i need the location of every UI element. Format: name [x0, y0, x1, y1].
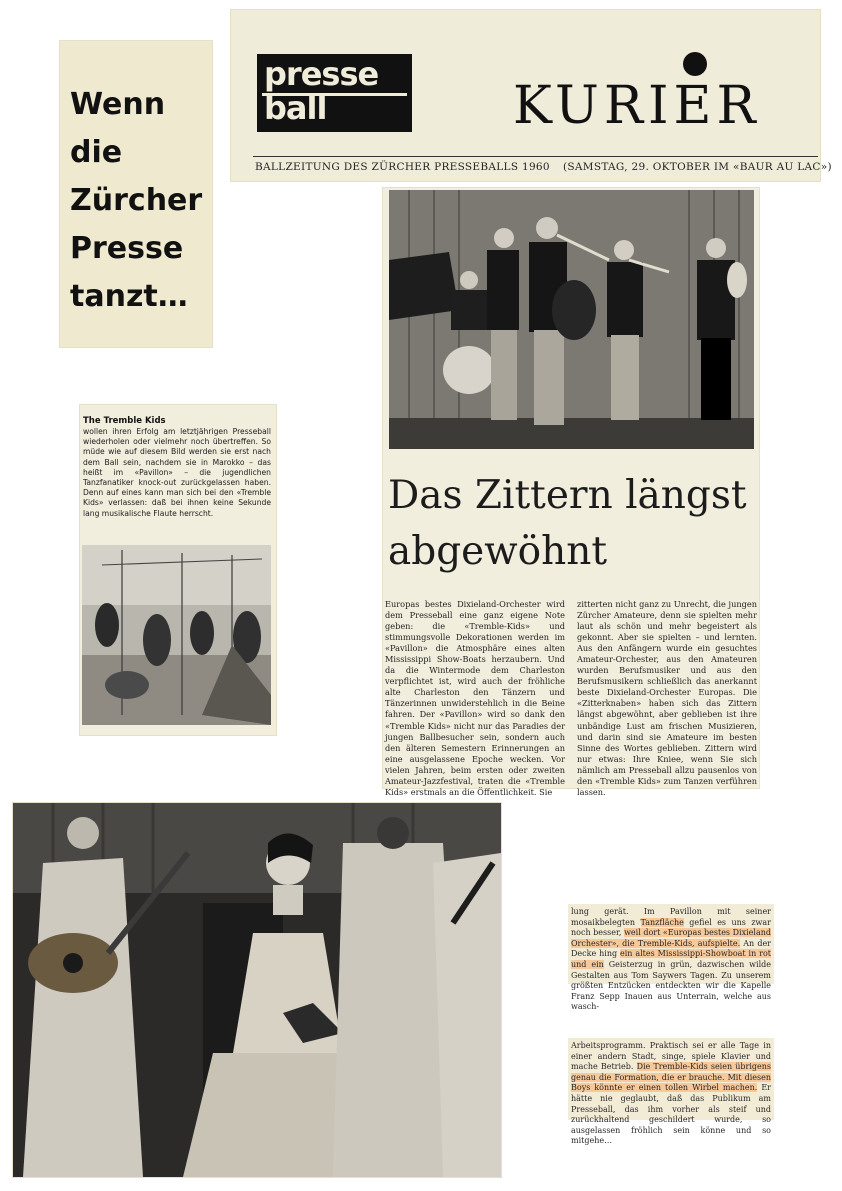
masthead-subtitle-right: (SAMSTAG, 29. OKTOBER IM «BAUR AU LAC»)	[563, 161, 832, 173]
snippet-1-part: lung gerät. Im Pavillon mit seiner mosaikbelegten	[571, 907, 771, 927]
presseball-logo	[257, 54, 412, 132]
article-title-line: Das Zittern längst	[388, 473, 747, 518]
article-body	[385, 599, 757, 798]
logo-line-2: ball	[264, 89, 327, 127]
headline-line: die	[70, 135, 123, 170]
caption-text: wollen ihren Erfolg am letztjährigen Presseball wiederholen oder vielmehr noch übertreffen. So müde wie auf diesem Bild werden sie erst nach dem Ball sein, nachdem sie in Marokko – das heißt im «Pavillon» – die jugendlichen Tanzfanatiker knock-out zurückgelassen haben. Denn auf eines kann man sich bei den «Tremble Kids» verlassen: daß bei ihnen keine Sekunde lang musikalische Flaute herrscht.	[83, 427, 271, 518]
caption-clipping	[80, 405, 276, 735]
headline-line: Zürcher	[70, 183, 203, 218]
snippet-1-part: gefiel es uns zwar noch besser,	[571, 917, 771, 938]
masthead-subtitle-left: BALLZEITUNG DES ZÜRCHER PRESSEBALLS 1960	[255, 161, 550, 173]
article-clipping	[383, 188, 759, 797]
headline-clipping	[60, 41, 212, 347]
article-column-2: zitterten nicht ganz zu Unrecht, die jungen Zürcher Amateure, denn sie spielten mehr laut als schön und mehr begeistert als gekonnt. Aber sie spielten – und lernten. Aus den Anfängern wurde ein gesuchtes Amateur-Orchester, aus den Amateuren wurden Berufsmusiker und aus den Berufsmusikern schließlich das anerkannt beste Dixieland-Orchester Europas. Die «Zitterknaben» haben sich das Zittern längst abgewöhnt, aber geblieben ist ihre unbändige Lust am frischen Musizieren, und darin sind sie Amateure im besten Sinne des Wortes geblieben. Zittern wird nur etwas: Ihre Kniee, wenn Sie sich nämlich am Presseball allzu pausenlos von den «Tremble Kids» zum Tanzen verführen lassen.	[577, 599, 757, 797]
snippet-2-highlight: Die Tremble-Kids seien übrigens genau die Formation, die er brauche. Mit diesen Boys könnte er einen tollen Wirbel machen.	[571, 1062, 772, 1093]
snippet-1-highlight: ein altes Mississippi-Showboat in rot und ein	[571, 949, 772, 969]
article-title	[388, 468, 758, 580]
snippet-1-part: Geisterzug in grün, dazwischen wilde Gestalten aus Tom Saywers Tagen. Zu unserem größten Entzücken entdeckten wir die Kapelle Franz Sepp Inauen aus Unterrain, welche aus wasch-	[571, 959, 771, 1012]
article-title-line: abgewöhnt	[388, 529, 608, 574]
clipping-snippet-1	[568, 904, 774, 1012]
headline-line: Wenn	[70, 87, 166, 122]
headline-line: Presse	[70, 231, 184, 266]
clipping-snippet-2	[568, 1038, 774, 1146]
masthead-rule	[253, 156, 818, 157]
masthead-title: KURIER	[513, 76, 761, 136]
headline-line: tanzt…	[70, 279, 188, 314]
singer-with-band-photo	[13, 803, 501, 1177]
kurier-dot	[683, 52, 707, 76]
article-column-1: Europas bestes Dixieland-Orchester wird dem Presseball eine ganz eigene Note geben: die «Tremble-Kids» und stimmungsvolle Dekorationen werden im «Pavillon» die Atmosphäre eines alten Mississippi Show-Boats herzaubern. Und da die Wintermode dem Charleston verpflichtet ist, wird auch der fröhliche alte Charleston den Tänzern und Tänzerinnen unwiderstehlich in die Beine fahren. Der «Pavillon» wird so dank den «Tremble Kids» nicht nur das Paradies der jungen Ballbesucher sein, sondern auch den älteren Semestern Erinnerungen an eine ausgelassene Epoche wecken. Vor vielen Jahren, beim ersten oder zweiten Amateur-Jazzfestival, traten die «Tremble Kids» erstmals an die Öffentlichkeit. Sie	[385, 599, 565, 797]
snippet-1-part: An der Decke hing	[571, 938, 771, 959]
snippet-1-highlight: weil dort «Europas bestes Dixieland Orchester», die Tremble-Kids, aufspielte.	[571, 928, 771, 948]
snippet-1-highlight: Tanzfläche	[640, 917, 684, 927]
snippet-2-part: Er hätte nie geglaubt, daß das Publikum am Presseball, das ihm vorher als steif und zurückhaltend geschildert wurde, so ausgelassen fröhlich sein könne und so mitgehe…	[571, 1083, 771, 1146]
snippet-2-text	[571, 1041, 771, 1147]
snippet-1-text	[571, 907, 771, 1013]
band-on-stage-photo	[389, 190, 754, 449]
snippet-2-part: Arbeitsprogramm. Praktisch sei er alle Tage in einer andern Stadt, singe, spiele Klavier und mache Betrieb.	[571, 1041, 771, 1072]
band-rehearsal-photo	[82, 545, 271, 725]
headline	[70, 81, 210, 321]
caption-title: The Tremble Kids	[83, 416, 166, 426]
logo-line-1: presse	[264, 55, 379, 93]
masthead-clipping	[231, 10, 832, 181]
